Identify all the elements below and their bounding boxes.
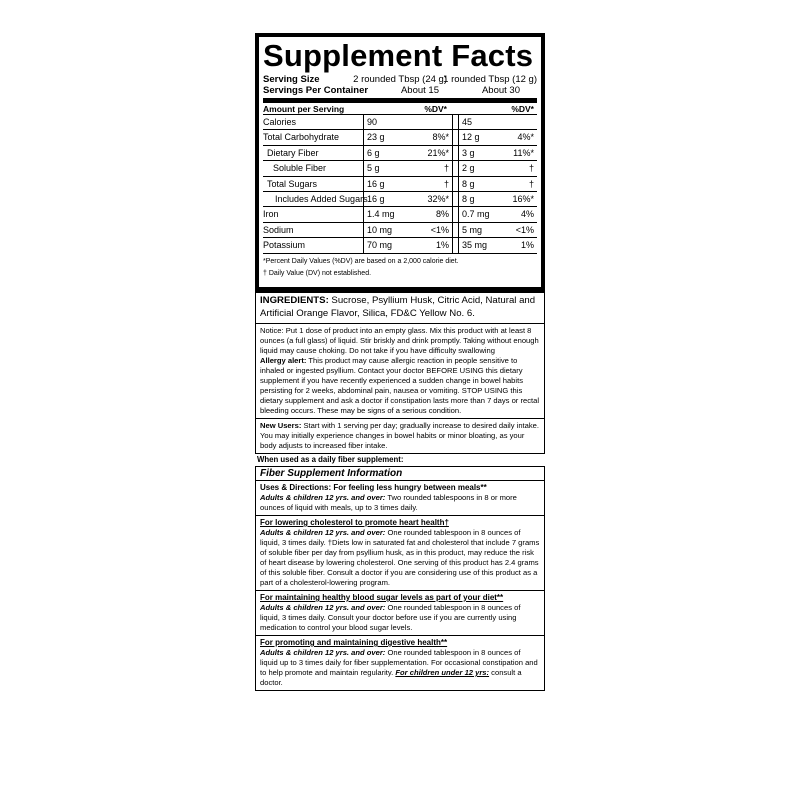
nutrient-row-iron (263, 207, 537, 222)
nutrient-row-potassium (263, 238, 537, 253)
nutrient-row-total-carbohydrate (263, 130, 537, 145)
nutrient-row-dietary-fiber (263, 146, 537, 161)
nutrient-amount-b: 35 mg (462, 240, 488, 251)
serving-b-cell (458, 223, 537, 237)
servings-per-container-b: About 30 (481, 85, 521, 96)
nutrient-name: Includes Added Sugars (275, 193, 368, 204)
fiber-section-lead: Adults & children 12 yrs. and over: (260, 528, 386, 537)
servings-per-container-row (263, 85, 537, 96)
fiber-section-heading: For lowering cholesterol to promote heart health† (260, 518, 449, 527)
nutrient-dv-b: 4%* (517, 132, 534, 143)
servings-per-container-a: About 15 (400, 85, 440, 96)
nutrient-amount-a: 16 g (367, 178, 385, 189)
nutrient-name: Dietary Fiber (267, 147, 319, 158)
fiber-section-body (260, 493, 540, 513)
serving-b-cell (458, 161, 537, 175)
servings-per-container-label: Servings Per Container (263, 85, 369, 96)
fiber-section-heading: Uses & Directions: For feeling less hungry between meals** (260, 483, 487, 492)
nutrient-amount-b: 8 g (462, 193, 475, 204)
allergy-alert (260, 356, 540, 416)
footnotes (263, 256, 537, 280)
serving-a-cell (363, 115, 453, 129)
dv-header-a: %DV* (424, 104, 447, 114)
nutrient-amount-a: 70 mg (367, 240, 393, 251)
new-users-label: New Users: (260, 421, 302, 430)
fiber-section-hunger (256, 481, 544, 516)
notice-text: Notice: Put 1 dose of product into an empty glass. Mix this product with at least 8 ounces (a full glass) of liquid. Stir briskly and drink promptly. Taking without enough liquid may cause choking. Do not take if you have difficulty swallowing (260, 326, 539, 355)
nutrient-name: Sodium (263, 224, 294, 235)
fiber-info-box (255, 466, 545, 691)
nutrient-dv-b (503, 115, 537, 129)
supplement-label (255, 33, 545, 691)
fiber-section-lead: Adults & children 12 yrs. and over: (260, 493, 386, 502)
serving-b-cell (458, 238, 537, 252)
nutrient-amount-a: 5 g (367, 163, 380, 174)
nutrient-dv-a: <1% (430, 224, 449, 235)
nutrient-dv-a: † (443, 163, 449, 174)
nutrient-amount-b: 5 mg (462, 224, 483, 235)
fiber-section-tail-lead: For children under 12 yrs: (395, 668, 490, 677)
serving-a-cell (363, 161, 453, 175)
fiber-info-title: Fiber Supplement Information (256, 467, 544, 481)
nutrient-amount-b: 3 g (462, 147, 475, 158)
nutrient-amount-b: 12 g (462, 132, 480, 143)
serving-size-label: Serving Size (263, 74, 320, 85)
fiber-section-text: Two rounded tablespoons in 8 or more ounces of liquid with meals, up to 3 times daily. (260, 493, 517, 512)
nutrient-amount-a: 6 g (367, 147, 380, 158)
nutrient-amount-b: 45 (462, 117, 473, 127)
nutrient-dv-a: 32%* (427, 193, 449, 204)
nutrient-row-sodium (263, 223, 537, 238)
nutrient-row-calories (263, 115, 537, 130)
ingredients-text: Sucrose, Psyllium Husk, Citric Acid, Natural and Artificial Orange Flavor, Silica, FD&C Yellow No. 6. (260, 295, 536, 319)
serving-a-cell (363, 223, 453, 237)
nutrient-dv-a: 1% (435, 240, 449, 251)
fiber-section-blood-sugar (256, 591, 544, 636)
serving-a-cell (363, 130, 453, 144)
serving-size-a: 2 rounded Tbsp (24 g) (353, 74, 447, 85)
nutrient-dv-b: 16%* (512, 193, 534, 204)
fiber-section-digestive (256, 636, 544, 690)
fiber-section-cholesterol (256, 516, 544, 591)
serving-size-row (263, 74, 537, 85)
nutrient-row-added-sugars (263, 192, 537, 207)
serving-b-cell (458, 192, 537, 206)
serving-b-cell (458, 207, 537, 221)
fiber-section-body (260, 648, 540, 688)
nutrient-amount-b: 8 g (462, 178, 475, 189)
nutrient-dv-b: 11%* (513, 147, 534, 158)
ingredients-box (255, 291, 545, 324)
fiber-section-text: One rounded tablespoon in 8 ounces of liquid up to 3 times daily for fiber supplementation. For occasional constipation and to help promote and maintain regularity. (260, 648, 538, 677)
nutrient-name: Total Sugars (267, 178, 318, 189)
nutrient-amount-b: 0.7 mg (462, 209, 490, 220)
nutrient-dv-b: † (528, 178, 534, 189)
nutrient-name: Total Carbohydrate (263, 132, 340, 143)
nutrient-name: Soluble Fiber (273, 163, 327, 174)
new-users-box (255, 419, 545, 454)
footnote-dv: *Percent Daily Values (%DV) are based on a 2,000 calorie diet. (263, 257, 459, 265)
supplement-facts-panel (255, 33, 545, 291)
serving-a-cell (363, 146, 453, 160)
allergy-text: This product may cause allergic reaction in people sensitive to inhaled or ingested psyllium. Contact your doctor BEFORE USING this dietary supplement if you have recently experienced a sudden change in bowel habits persisting for 2 weeks, abdominal pain, nausea or vomiting. STOP USING this dietary supplement and ask a doctor if constipation lasts more than 7 days or rectal bleeding occurs. These may be signs of a serious condition. (260, 356, 540, 415)
fiber-section-heading: For promoting and maintaining digestive health** (260, 638, 448, 647)
ingredients-label: INGREDIENTS: (260, 295, 329, 306)
nutrient-row-soluble-fiber (263, 161, 537, 176)
amount-per-serving-label: Amount per Serving (263, 104, 345, 114)
nutrient-dv-a (408, 115, 452, 129)
nutrient-amount-a: 23 g (367, 132, 385, 143)
serving-b-cell (458, 115, 537, 129)
serving-b-cell (458, 130, 537, 144)
nutrient-amount-a: 1.4 mg (367, 209, 395, 220)
nutrient-dv-a: † (443, 178, 449, 189)
nutrient-dv-a: 8% (435, 209, 449, 220)
serving-a-cell (363, 238, 453, 252)
nutrient-amount-a: 10 mg (367, 224, 393, 235)
fiber-section-text: One rounded tablespoon in 8 ounces of liquid, 3 times daily. †Diets low in saturated fat and cholesterol that include 7 grams of soluble fiber per day from psyllium husk, as in this product, may reduce the risk of heart disease by lowering cholesterol. One serving of this product has 2.4 grams of this soluble fiber. Consult a doctor if you are considering use of this product as a part of a cholesterol-lowering program. (260, 528, 540, 587)
nutrient-dv-a: 21%* (427, 147, 449, 158)
panel-title: Supplement Facts (263, 38, 534, 73)
fiber-section-body (260, 603, 540, 633)
fiber-section-tail: consult a doctor. (260, 668, 522, 687)
nutrient-dv-b: 1% (520, 240, 534, 251)
fiber-section-text: One rounded tablespoon in 8 ounces of liquid, 3 times daily. Consult your doctor before use if you are currently using medication to control your blood sugar levels. (260, 603, 521, 632)
fiber-section-heading: For maintaining healthy blood sugar levels as part of your diet** (260, 593, 504, 602)
nutrient-amount-b: 2 g (462, 163, 475, 174)
fiber-section-lead: Adults & children 12 yrs. and over: (260, 648, 386, 657)
notice-box (255, 324, 545, 419)
nutrient-name: Iron (263, 209, 279, 220)
serving-b-cell (458, 177, 537, 191)
fiber-section-lead: Adults & children 12 yrs. and over: (260, 603, 386, 612)
serving-b-cell (458, 146, 537, 160)
nutrient-dv-b: 4% (520, 209, 534, 220)
nutrient-amount-a: 16 g (367, 193, 385, 204)
footnote-dagger: † Daily Value (DV) not established. (263, 269, 372, 277)
serving-a-cell (363, 177, 453, 191)
nutrient-name: Potassium (263, 240, 306, 251)
fiber-section-body (260, 528, 540, 588)
dv-header-b: %DV* (511, 104, 534, 114)
serving-a-cell (363, 207, 453, 221)
serving-size-b: 1 rounded Tbsp (12 g) (443, 74, 537, 85)
nutrient-row-total-sugars (263, 177, 537, 192)
nutrient-name: Calories (263, 117, 297, 127)
nutrient-dv-b: † (528, 163, 534, 174)
allergy-label: Allergy alert: (260, 356, 307, 365)
daily-use-heading: When used as a daily fiber supplement: (257, 455, 404, 464)
nutrient-dv-a: 8%* (432, 132, 449, 143)
amount-header-row (263, 103, 537, 115)
new-users-text: Start with 1 serving per day; gradually increase to desired daily intake. You may initially experience changes in bowel habits or minor bloating, as your body adjusts to increased fiber intake. (260, 421, 540, 450)
serving-a-cell (363, 192, 453, 206)
nutrient-dv-b: <1% (515, 224, 534, 235)
nutrient-amount-a: 90 (367, 117, 378, 127)
